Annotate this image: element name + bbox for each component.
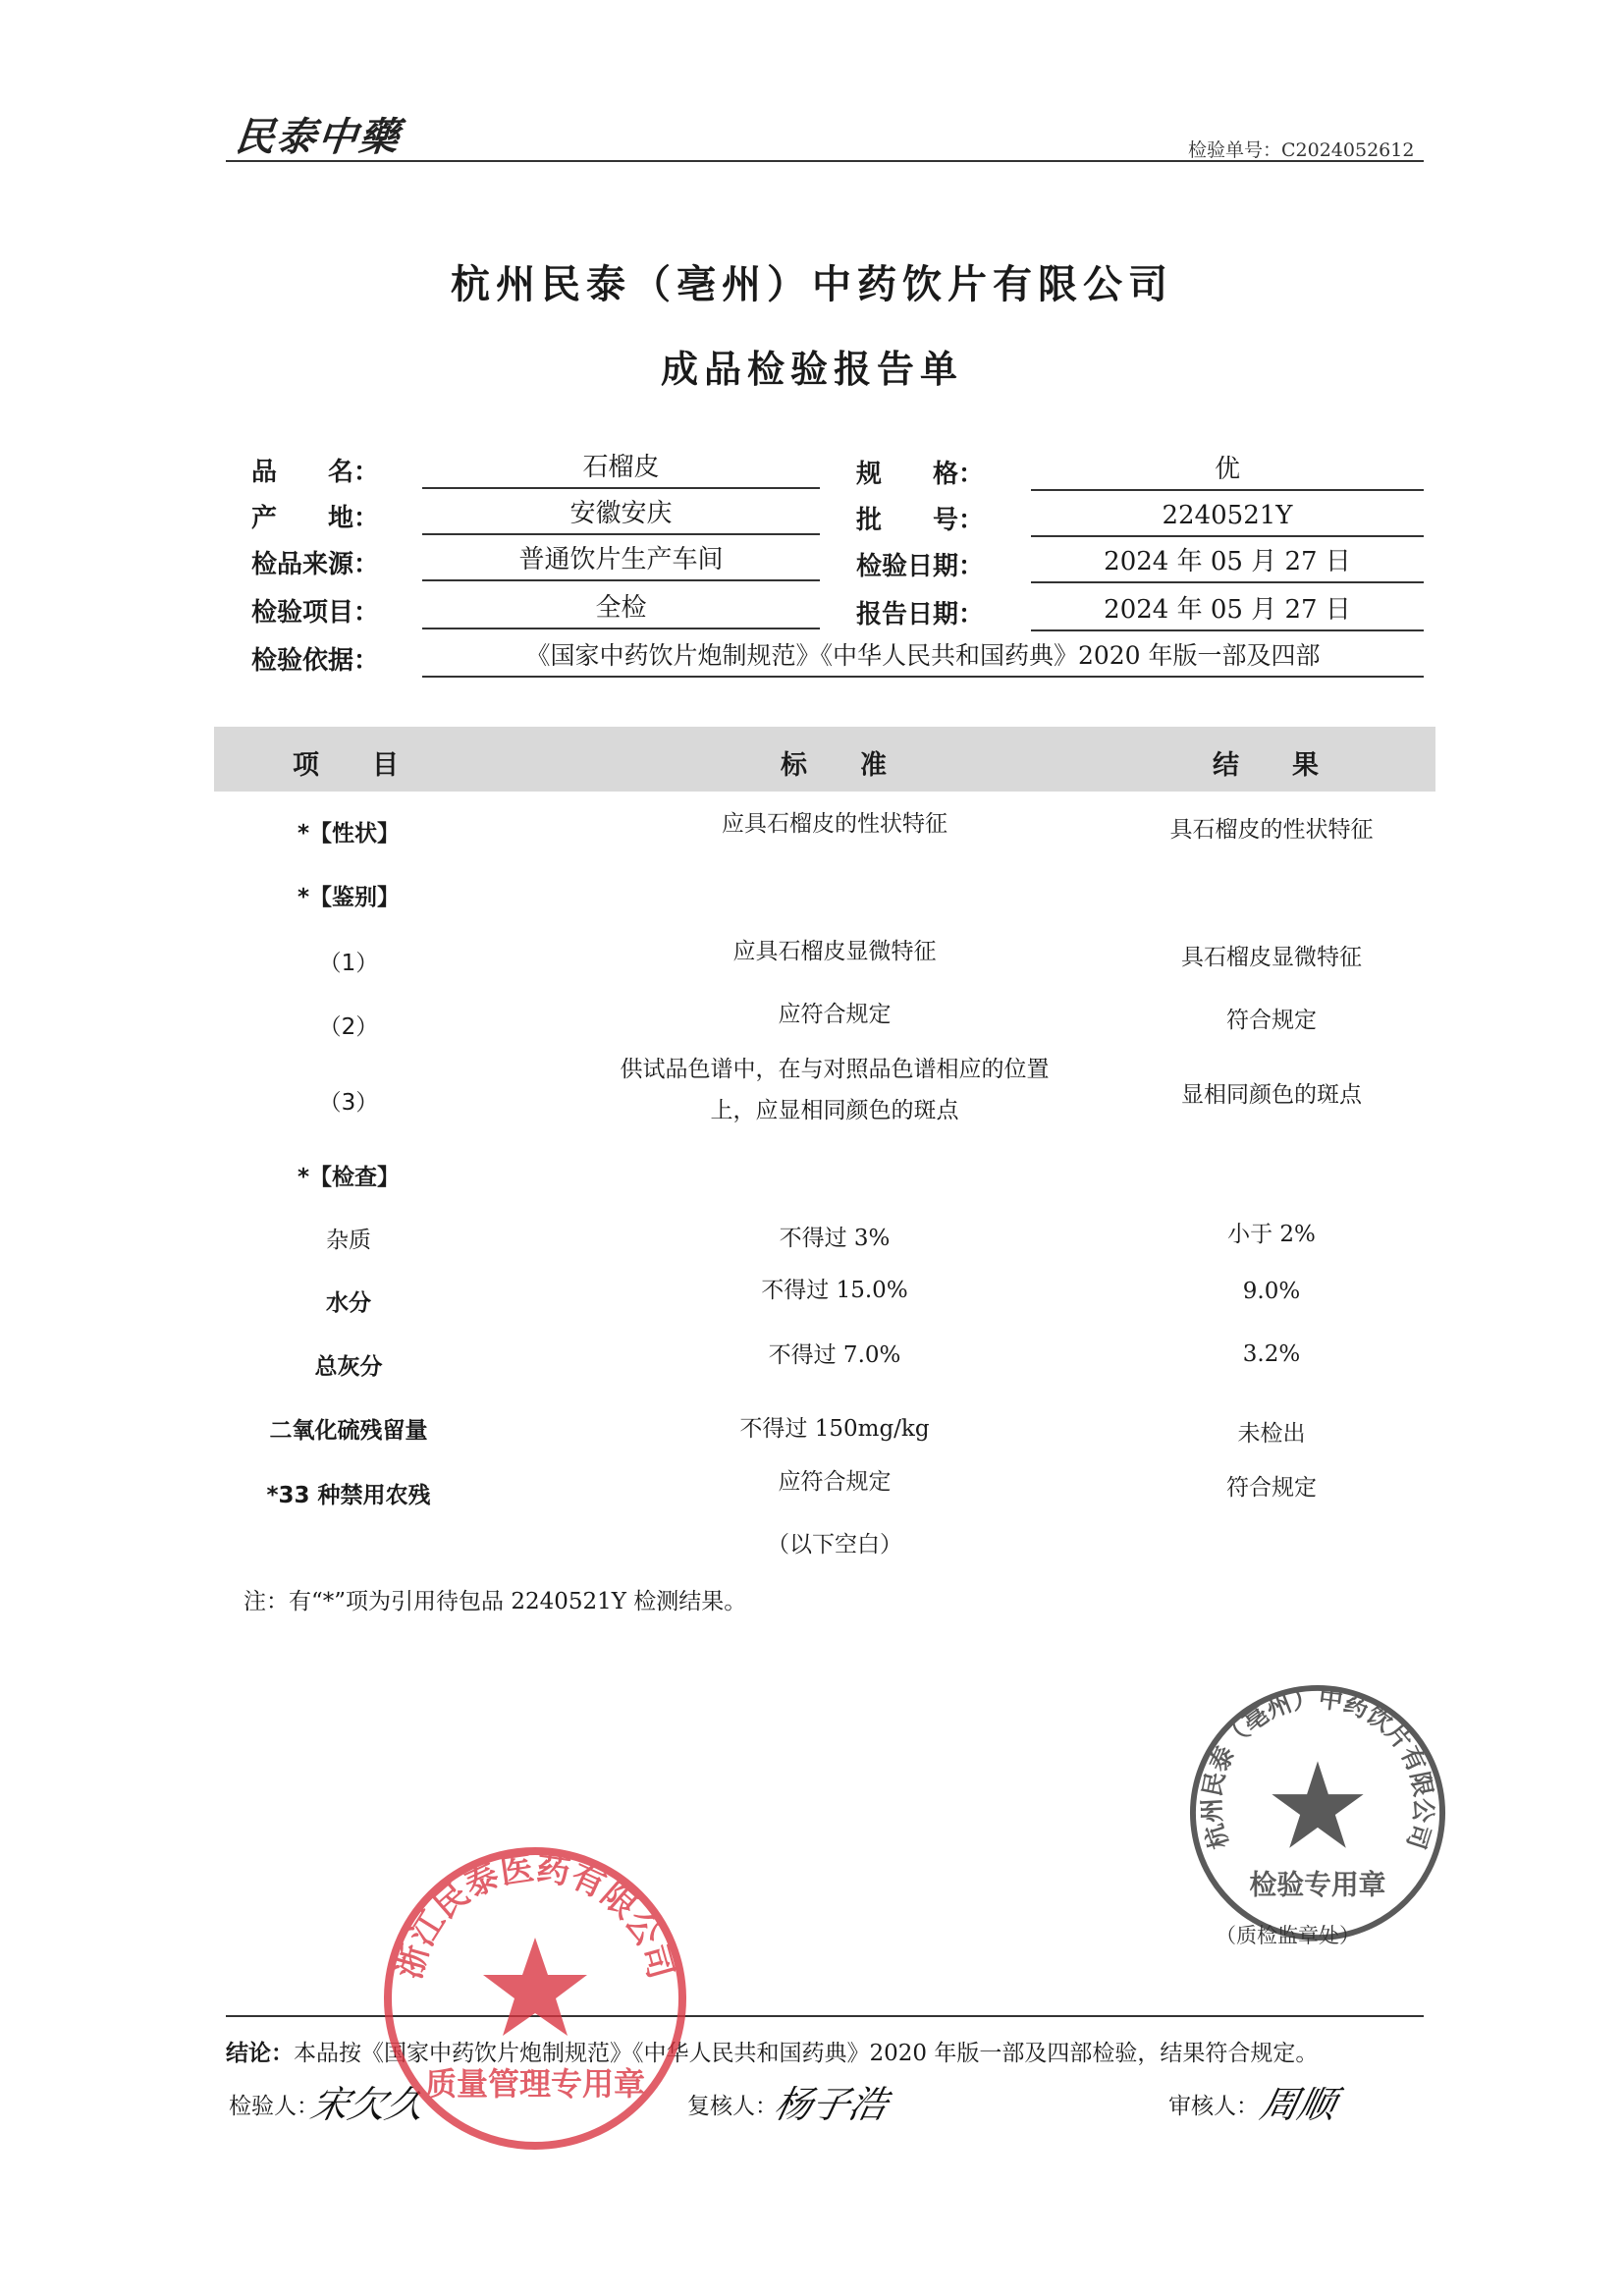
row-item: 杂质 — [326, 1228, 371, 1253]
document-title: 成品检验报告单 — [660, 348, 963, 391]
column-header-result: 结 果 — [1213, 750, 1319, 781]
row-result: 具石榴皮的性状特征 — [1169, 817, 1374, 843]
report-date-value: 2024 年 05 月 27 日 — [1031, 592, 1424, 631]
header-divider — [226, 160, 1424, 162]
row-result: 3.2% — [1242, 1341, 1301, 1367]
inspect-date-value: 2024 年 05 月 27 日 — [1031, 544, 1424, 583]
origin-value: 安徽安庆 — [422, 496, 820, 535]
gray-stamp-center-text: 检验专用章 — [1249, 1868, 1386, 1901]
conclusion-label: 结论： — [226, 2041, 294, 2066]
item-value: 全检 — [422, 590, 820, 629]
blank-below-marker: （以下空白） — [767, 1532, 902, 1558]
origin-label: 产 地： — [251, 504, 380, 533]
inspector-label: 检验人： — [229, 2094, 319, 2119]
item-label: 检验项目： — [251, 598, 380, 628]
star-icon — [1272, 1761, 1363, 1847]
row-item: （1） — [318, 951, 379, 976]
row-result: 符合规定 — [1226, 1475, 1317, 1501]
row-item: *【检查】 — [297, 1165, 401, 1190]
footnote: 注：有“*”项为引用待包品 2240521Y 检测结果。 — [244, 1589, 747, 1614]
conclusion-text: 本品按《国家中药饮片炮制规范》《中华人民共和国药典》2020 年版一部及四部检验，结果符合规定。 — [294, 2041, 1319, 2066]
row-result: 具石榴皮显微特征 — [1181, 945, 1362, 970]
inspection-seal-stamp — [1186, 1681, 1449, 1944]
row-item: *【鉴别】 — [297, 885, 401, 910]
column-header-standard: 标 准 — [781, 750, 887, 781]
row-item: *33 种禁用农残 — [266, 1483, 431, 1508]
approver-label: 审核人： — [1168, 2094, 1259, 2119]
inspect-date-label: 检验日期： — [856, 552, 985, 581]
column-header-item: 项 目 — [293, 750, 399, 781]
report-date-label: 报告日期： — [856, 600, 985, 629]
row-result: 符合规定 — [1226, 1008, 1317, 1033]
brand-logo: 民泰中藥 — [233, 115, 404, 160]
row-standard: 不得过 7.0% — [768, 1342, 901, 1368]
source-label: 检品来源： — [251, 550, 380, 579]
source-value: 普通饮片生产车间 — [422, 542, 820, 581]
row-item: （3） — [318, 1090, 379, 1116]
basis-label: 检验依据： — [251, 646, 380, 676]
row-item: *【性状】 — [297, 821, 401, 847]
stamp-caption: （质检监章处） — [1216, 1924, 1360, 1947]
quality-management-seal-stamp — [378, 1841, 692, 2156]
row-result: 9.0% — [1242, 1279, 1301, 1304]
row-standard: 不得过 3% — [779, 1226, 891, 1251]
name-label: 品 名： — [251, 458, 380, 487]
row-standard: 应具石榴皮显微特征 — [732, 939, 937, 964]
row-item: 二氧化硫残留量 — [269, 1418, 428, 1444]
red-stamp-ring-text: 浙江民泰医药有限公司 — [389, 1848, 681, 1984]
spec-value: 优 — [1031, 452, 1424, 491]
reviewer-label: 复核人： — [687, 2094, 778, 2119]
row-item: 水分 — [326, 1290, 371, 1316]
batch-label: 批 号： — [856, 506, 985, 535]
batch-value: 2240521Y — [1031, 498, 1424, 537]
row-result: 小于 2% — [1227, 1222, 1316, 1247]
row-item: （2） — [318, 1014, 379, 1040]
reviewer-signature: 杨子浩 — [770, 2083, 892, 2126]
inspector-signature: 宋欠久 — [306, 2083, 428, 2126]
red-stamp-center-text: 质量管理专用章 — [424, 2065, 646, 2103]
row-result: 未检出 — [1237, 1421, 1306, 1447]
name-value: 石榴皮 — [422, 450, 820, 489]
row-standard: 应具石榴皮的性状特征 — [722, 811, 947, 837]
row-result: 显相同颜色的斑点 — [1181, 1082, 1362, 1108]
basis-value: 《国家中药饮片炮制规范》《中华人民共和国药典》2020 年版一部及四部 — [422, 638, 1424, 678]
spec-label: 规 格： — [856, 460, 985, 489]
row-standard: 不得过 15.0% — [761, 1278, 908, 1303]
row-item: 总灰分 — [314, 1354, 383, 1380]
gray-stamp-ring-text: 杭州民泰（亳州）中药饮片有限公司 — [1197, 1683, 1438, 1853]
row-standard: 不得过 150mg/kg — [739, 1416, 930, 1442]
star-icon — [483, 1938, 587, 2036]
row-standard: 供试品色谱中，在与对照品色谱相应的位置上，应显相同颜色的斑点 — [620, 1057, 1050, 1123]
report-number: 检验单号：C2024052612 — [1188, 139, 1415, 161]
row-standard: 应符合规定 — [778, 1469, 892, 1495]
row-standard: 应符合规定 — [778, 1002, 892, 1027]
company-name: 杭州民泰（亳州）中药饮片有限公司 — [451, 262, 1173, 307]
approver-signature: 周顺 — [1256, 2083, 1340, 2126]
